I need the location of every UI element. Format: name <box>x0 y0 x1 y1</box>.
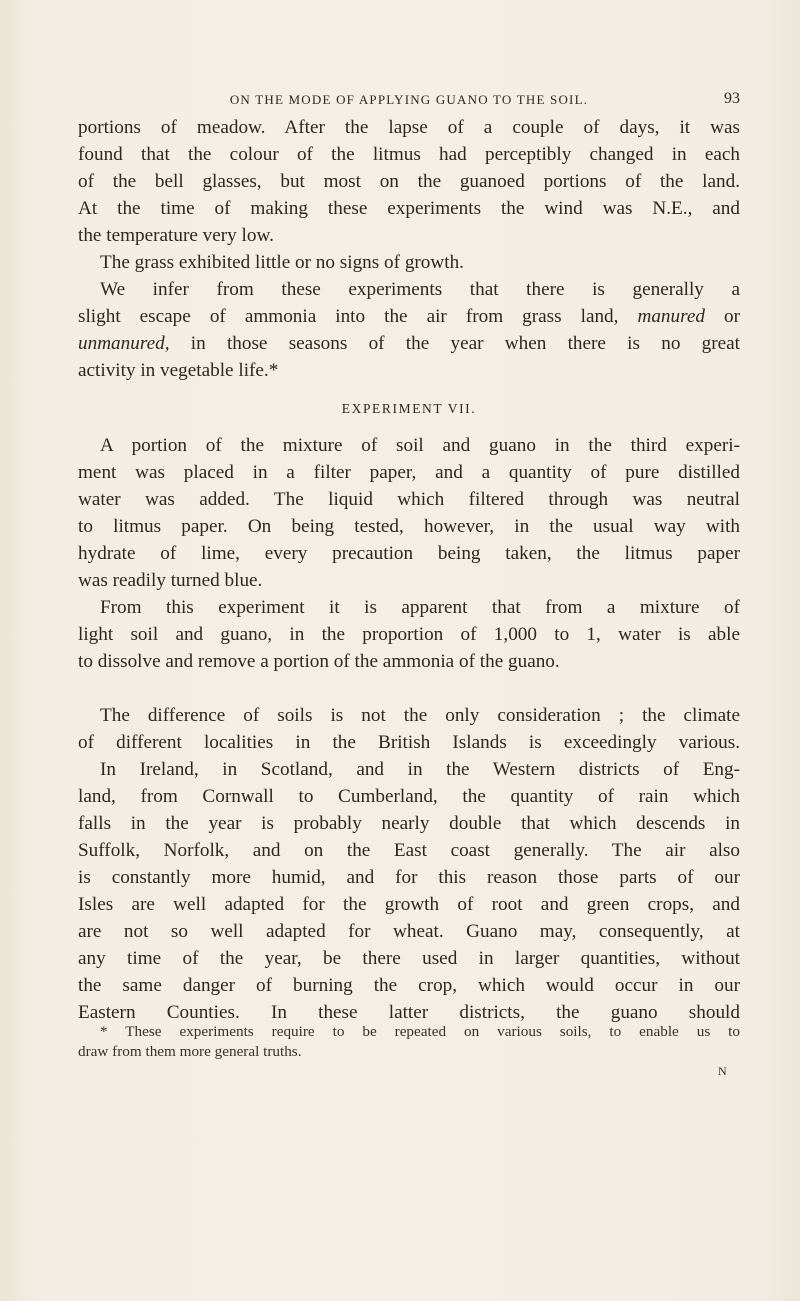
text-line: was readily turned blue. <box>78 570 263 591</box>
text-line <box>78 303 740 330</box>
paragraph-4 <box>78 432 740 594</box>
text-line: of different localities in the British Islands is exceedingly various. <box>78 732 740 753</box>
footnote-line: draw from them more general truths. <box>78 1043 302 1060</box>
text-line: From this experiment it is apparent that from a mixture of <box>100 597 740 618</box>
text-line: activity in vegetable life.* <box>78 360 279 381</box>
text-line: water was added. The liquid which filtered through was neutral <box>78 489 740 510</box>
footnote-line: * These experiments require to be repeated on various soils, to enable us to <box>100 1023 740 1040</box>
section-heading: EXPERIMENT VII. <box>341 401 477 416</box>
page-header <box>78 86 740 114</box>
italic-manured: manured <box>637 306 705 327</box>
text-line: is constantly more humid, and for this reason those parts of our <box>78 867 740 888</box>
text-fragment: or <box>724 306 741 327</box>
text-line: In Ireland, in Scotland, and in the Western districts of Eng- <box>100 759 740 780</box>
text-line: We infer from these experiments that there is generally a <box>100 279 740 300</box>
paragraph-5 <box>78 594 740 675</box>
text-line: Suffolk, Norfolk, and on the East coast generally. The air also <box>78 840 740 861</box>
text-line: A portion of the mixture of soil and guano in the third experi- <box>100 435 740 456</box>
text-line: hydrate of lime, every precaution being taken, the litmus paper <box>78 543 740 564</box>
text-line: land, from Cornwall to Cumberland, the quantity of rain which <box>78 786 740 807</box>
text-line: The difference of soils is not the only consideration ; the climate <box>100 705 740 726</box>
running-title: ON THE MODE OF APPLYING GUANO TO THE SOIL. <box>229 92 589 107</box>
paragraph-6 <box>78 702 740 1026</box>
text-line: to dissolve and remove a portion of the ammonia of the guano. <box>78 651 560 672</box>
text-line: falls in the year is probably nearly double that which descends in <box>78 813 740 834</box>
italic-unmanured: unmanured, <box>78 333 170 354</box>
paragraph-2 <box>78 249 740 276</box>
text-line: the temperature very low. <box>78 225 274 246</box>
text-line <box>78 330 740 357</box>
text-line: of the bell glasses, but most on the guanoed portions of the land. <box>78 171 740 192</box>
text-line: portions of meadow. After the lapse of a couple of days, it was <box>78 117 740 138</box>
text-line: Eastern Counties. In these latter districts, the guano should <box>78 1002 740 1023</box>
text-line: The grass exhibited little or no signs of growth. <box>100 252 464 273</box>
text-line: are not so well adapted for wheat. Guano may, consequently, at <box>78 921 740 942</box>
text-fragment: in those seasons of the year when there is no great <box>190 333 741 354</box>
text-line: Isles are well adapted for the growth of root and green crops, and <box>78 894 740 915</box>
text-line: any time of the year, be there used in larger quantities, without <box>78 948 740 969</box>
text-line: At the time of making these experiments the wind was N.E., and <box>78 198 740 219</box>
signature-mark: N <box>718 1064 728 1078</box>
text-line: to litmus paper. On being tested, however, in the usual way with <box>78 516 740 537</box>
text-line: ment was placed in a filter paper, and a quantity of pure distilled <box>78 462 740 483</box>
page-number: 93 <box>724 90 740 107</box>
text-line: light soil and guano, in the proportion of 1,000 to 1, water is able <box>78 624 740 645</box>
body-text <box>78 114 740 1026</box>
paragraph-gap <box>78 675 740 702</box>
paragraph-1 <box>78 114 740 249</box>
text-line: found that the colour of the litmus had perceptibly changed in each <box>78 144 740 165</box>
footnote <box>78 1022 740 1062</box>
paragraph-3 <box>78 276 740 384</box>
text-line: the same danger of burning the crop, which would occur in our <box>78 975 740 996</box>
text-fragment: slight escape of ammonia into the air from grass land, <box>78 306 619 327</box>
